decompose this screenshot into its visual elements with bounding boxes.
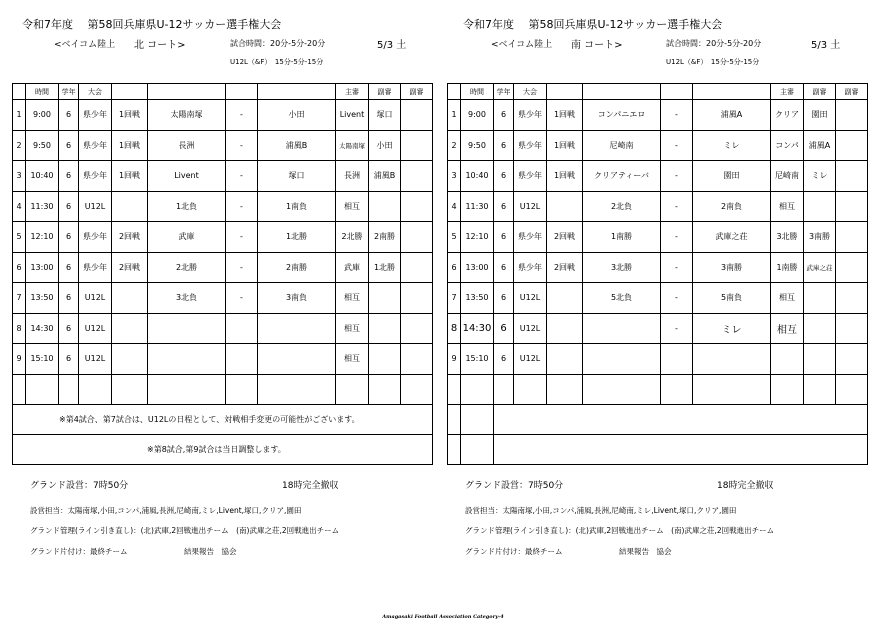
match-time-cell: 9:00 — [461, 100, 494, 131]
round-cell: 1回戦 — [112, 100, 148, 131]
match-no: 6 — [13, 252, 26, 283]
referee-cell: コンパ — [771, 130, 804, 161]
grade-cell: 6 — [59, 191, 79, 222]
away-team: 3南勝 — [693, 252, 771, 283]
match-time-cell: 11:30 — [26, 191, 59, 222]
vs-cell: - — [661, 130, 693, 161]
referee-cell: 尼崎南 — [771, 161, 804, 192]
away-team: 園田 — [693, 161, 771, 192]
match-no: 3 — [448, 161, 461, 192]
header-cell: 学年 — [59, 84, 79, 100]
away-team: 小田 — [258, 100, 336, 131]
away-team: 武庫之荘 — [693, 222, 771, 253]
header-cell — [661, 84, 693, 100]
table-row — [13, 191, 433, 222]
round-cell: 2回戦 — [547, 252, 583, 283]
home-team: 5北負 — [583, 283, 661, 314]
header-cell: 副審 — [804, 84, 836, 100]
round-cell: 1回戦 — [112, 130, 148, 161]
assistant1-cell: 武庫之荘 — [804, 252, 836, 283]
grade-cell: 6 — [59, 252, 79, 283]
assistant2-cell — [401, 313, 433, 344]
match-time: 試合時間：20分-5分-20分 — [666, 39, 762, 48]
referee-cell: 相互 — [771, 283, 804, 314]
assistant2-cell — [836, 344, 868, 375]
assistant1-cell: 浦風A — [804, 130, 836, 161]
home-team: 太陽南塚 — [148, 100, 226, 131]
tournament-cell: U12L — [514, 344, 547, 375]
tournament-cell: U12L — [79, 313, 112, 344]
grade-cell: 6 — [494, 252, 514, 283]
tournament-cell: U12L — [79, 191, 112, 222]
table-row — [448, 283, 868, 314]
header-cell: 時間 — [26, 84, 59, 100]
home-team — [148, 344, 226, 375]
match-time-cell: 13:00 — [461, 252, 494, 283]
referee-cell: 武庫 — [336, 252, 369, 283]
assistant1-cell — [804, 191, 836, 222]
table-row — [13, 100, 433, 131]
match-time-cell: 13:50 — [26, 283, 59, 314]
tournament-cell: 県少年 — [79, 100, 112, 131]
match-time-cell: 13:00 — [26, 252, 59, 283]
match-no: 6 — [448, 252, 461, 283]
grade-cell: 6 — [59, 100, 79, 131]
header-cell: 時間 — [461, 84, 494, 100]
note-row — [448, 405, 868, 435]
footer-credit: Amagasaki Football Association Category-4 — [382, 614, 504, 620]
referee-cell: 長洲 — [336, 161, 369, 192]
assistant1-cell: ミレ — [804, 161, 836, 192]
referee-cell — [771, 344, 804, 375]
assistant2-cell — [836, 130, 868, 161]
round-cell: 1回戦 — [547, 161, 583, 192]
home-team: コンパニエロ — [583, 100, 661, 131]
assistant1-cell — [369, 191, 401, 222]
match-time-cell: 9:50 — [26, 130, 59, 161]
assistant2-cell — [836, 191, 868, 222]
away-team: 浦風A — [693, 100, 771, 131]
grade-cell: 6 — [494, 191, 514, 222]
assistant2-cell — [836, 283, 868, 314]
venue-label: <ベイコム陸上 — [491, 40, 553, 50]
away-team: 塚口 — [258, 161, 336, 192]
table-row — [448, 222, 868, 253]
round-cell: 1回戦 — [112, 161, 148, 192]
home-team: 1北負 — [148, 191, 226, 222]
home-team — [148, 313, 226, 344]
match-no: 2 — [448, 130, 461, 161]
referee-cell: 相互 — [336, 344, 369, 375]
round-cell: 1回戦 — [547, 100, 583, 131]
schedule-panel-south — [447, 0, 867, 560]
round-cell — [112, 344, 148, 375]
assistant2-cell — [401, 344, 433, 375]
away-team: 2南負 — [693, 191, 771, 222]
match-no: 1 — [448, 100, 461, 131]
schedule-note-2: ※第8試合,第9試合は当日調整します。 — [13, 435, 433, 465]
match-no: 4 — [448, 191, 461, 222]
assistant2-cell — [401, 100, 433, 131]
assistant2-cell — [401, 283, 433, 314]
vs-cell: - — [661, 161, 693, 192]
away-team: ミレ — [693, 313, 771, 344]
away-team: 浦風B — [258, 130, 336, 161]
assistant2-cell — [836, 252, 868, 283]
match-no: 5 — [13, 222, 26, 253]
vs-cell: - — [661, 222, 693, 253]
away-team: 2南勝 — [258, 252, 336, 283]
setup-staff: 設営担当：太陽南塚,小田,コンパ,浦風,長洲,尼崎南,ミレ,Livent,塚口,クリア,園田 — [465, 506, 737, 515]
round-cell: 2回戦 — [112, 222, 148, 253]
header-cell — [226, 84, 258, 100]
match-time-cell: 10:40 — [26, 161, 59, 192]
assistant1-cell: 園田 — [804, 100, 836, 131]
table-row — [448, 130, 868, 161]
table-row — [13, 161, 433, 192]
round-cell — [112, 191, 148, 222]
header-cell — [148, 84, 226, 100]
tournament-cell: U12L — [79, 283, 112, 314]
schedule-note-1 — [494, 405, 868, 435]
match-time-cell: 12:10 — [461, 222, 494, 253]
home-team: 長洲 — [148, 130, 226, 161]
table-row — [13, 130, 433, 161]
header-cell: 副審 — [836, 84, 868, 100]
round-cell: 1回戦 — [547, 130, 583, 161]
home-team: クリアティーバ — [583, 161, 661, 192]
assistant1-cell: 3南勝 — [804, 222, 836, 253]
header-cell — [112, 84, 148, 100]
match-time-cell: 15:10 — [461, 344, 494, 375]
assistant2-cell — [836, 161, 868, 192]
match-time-cell: 13:50 — [461, 283, 494, 314]
grade-cell: 6 — [494, 130, 514, 161]
table-row — [13, 283, 433, 314]
vs-cell: - — [661, 283, 693, 314]
header-cell: 大会 — [514, 84, 547, 100]
assistant2-cell — [401, 161, 433, 192]
assistant2-cell — [836, 313, 868, 344]
grade-cell: 6 — [494, 313, 514, 344]
note-row — [13, 435, 433, 465]
result-report: 結果報告 協会 — [619, 547, 672, 556]
result-report: 結果報告 協会 — [184, 547, 237, 556]
match-time-cell: 9:50 — [461, 130, 494, 161]
match-no: 7 — [448, 283, 461, 314]
away-team: 3南負 — [258, 283, 336, 314]
note-spacer — [448, 405, 461, 435]
schedule-note-2 — [494, 435, 868, 465]
round-cell — [112, 283, 148, 314]
match-time-cell: 15:10 — [26, 344, 59, 375]
away-team: 5南負 — [693, 283, 771, 314]
tournament-cell: 県少年 — [514, 222, 547, 253]
note-row — [448, 435, 868, 465]
home-team: Livent — [148, 161, 226, 192]
setup-staff: 設営担当：太陽南塚,小田,コンパ,浦風,長洲,尼崎南,ミレ,Livent,塚口,クリア,園田 — [30, 506, 302, 515]
round-cell — [547, 283, 583, 314]
match-date: 5/3 土 — [377, 40, 407, 51]
grade-cell: 6 — [494, 344, 514, 375]
match-time-cell: 9:00 — [26, 100, 59, 131]
match-no: 8 — [13, 313, 26, 344]
match-no: 7 — [13, 283, 26, 314]
assistant1-cell — [369, 344, 401, 375]
grade-cell: 6 — [59, 344, 79, 375]
match-no: 4 — [13, 191, 26, 222]
match-time-cell: 10:40 — [461, 161, 494, 192]
assistant1-cell: 小田 — [369, 130, 401, 161]
ground-setup: グランド設営：7時50分 — [30, 481, 129, 491]
referee-cell: 3北勝 — [771, 222, 804, 253]
schedule-table — [447, 83, 868, 465]
note-row — [13, 405, 433, 435]
table-row — [13, 252, 433, 283]
vs-cell: - — [661, 191, 693, 222]
header-cell: 大会 — [79, 84, 112, 100]
round-cell — [547, 344, 583, 375]
header-cell: 学年 — [494, 84, 514, 100]
away-team: ミレ — [693, 130, 771, 161]
round-cell: 2回戦 — [112, 252, 148, 283]
header-cell — [547, 84, 583, 100]
vs-cell: - — [226, 252, 258, 283]
grade-cell: 6 — [494, 100, 514, 131]
home-team: 2北勝 — [148, 252, 226, 283]
assistant2-cell — [836, 222, 868, 253]
round-cell — [547, 191, 583, 222]
referee-cell: クリア — [771, 100, 804, 131]
tournament-cell: 県少年 — [79, 161, 112, 192]
vs-cell — [661, 344, 693, 375]
vs-cell: - — [226, 191, 258, 222]
table-row — [448, 100, 868, 131]
grade-cell: 6 — [59, 283, 79, 314]
header-cell: 主審 — [771, 84, 804, 100]
match-time-cell: 14:30 — [461, 313, 494, 344]
assistant1-cell — [369, 283, 401, 314]
document-title: 令和7年度 第58回兵庫県U-12サッカー選手権大会 — [22, 18, 282, 31]
tournament-cell: U12L — [514, 191, 547, 222]
away-team — [693, 344, 771, 375]
referee-cell: 相互 — [336, 313, 369, 344]
vs-cell: - — [661, 313, 693, 344]
assistant1-cell — [369, 313, 401, 344]
table-row — [448, 252, 868, 283]
vs-cell: - — [226, 100, 258, 131]
schedule-panel-north — [12, 0, 432, 560]
u12-time: U12L（&F） 15分-5分-15分 — [666, 58, 760, 66]
venue-label: <ベイコム陸上 — [54, 40, 116, 50]
home-team: 2北負 — [583, 191, 661, 222]
grade-cell: 6 — [494, 222, 514, 253]
tournament-cell: 県少年 — [514, 130, 547, 161]
match-no: 8 — [448, 313, 461, 344]
away-team — [258, 344, 336, 375]
ground-management: グランド管理(ライン引き直し)：(北)武庫,2回戦進出チーム (南)武庫之荘,2回戦進出チーム — [30, 526, 340, 535]
home-team — [583, 344, 661, 375]
match-no: 9 — [448, 344, 461, 375]
vs-cell — [226, 313, 258, 344]
table-row-empty — [448, 374, 868, 405]
tournament-cell: U12L — [79, 344, 112, 375]
header-cell — [583, 84, 661, 100]
referee-cell: 相互 — [771, 313, 804, 344]
match-no: 2 — [13, 130, 26, 161]
ground-cleanup: グランド片付け：最終チーム — [465, 547, 563, 556]
header-cell: 副審 — [401, 84, 433, 100]
match-no: 3 — [13, 161, 26, 192]
u12-time: U12L（&F） 15分-5分-15分 — [230, 58, 324, 66]
vs-cell: - — [226, 283, 258, 314]
table-header-row — [448, 84, 868, 100]
tournament-cell: 県少年 — [79, 130, 112, 161]
away-team: 1北勝 — [258, 222, 336, 253]
table-row-empty — [13, 374, 433, 405]
assistant1-cell: 塚口 — [369, 100, 401, 131]
note-spacer — [448, 435, 461, 465]
tournament-cell: 県少年 — [514, 161, 547, 192]
header-cell — [448, 84, 461, 100]
grade-cell: 6 — [59, 313, 79, 344]
table-row — [448, 313, 868, 344]
vs-cell: - — [226, 161, 258, 192]
grade-cell: 6 — [494, 161, 514, 192]
table-row — [13, 222, 433, 253]
vs-cell: - — [226, 222, 258, 253]
assistant1-cell — [804, 344, 836, 375]
schedule-note-1: ※第4試合、第7試合は、U12Lの日程として、対戦相手変更の可能性がございます。 — [13, 405, 433, 435]
table-row — [13, 313, 433, 344]
tournament-cell: 県少年 — [79, 222, 112, 253]
header-cell — [693, 84, 771, 100]
tournament-cell: 県少年 — [514, 100, 547, 131]
referee-cell: 相互 — [336, 283, 369, 314]
match-no: 1 — [13, 100, 26, 131]
match-time-cell: 14:30 — [26, 313, 59, 344]
home-team: 3北負 — [148, 283, 226, 314]
grade-cell: 6 — [59, 222, 79, 253]
referee-cell: 相互 — [771, 191, 804, 222]
table-row — [448, 344, 868, 375]
match-no: 5 — [448, 222, 461, 253]
grade-cell: 6 — [59, 161, 79, 192]
home-team: 1南勝 — [583, 222, 661, 253]
match-no: 9 — [13, 344, 26, 375]
assistant2-cell — [401, 191, 433, 222]
court-label: 南 コート> — [571, 40, 623, 51]
referee-cell: 太陽南塚 — [336, 130, 369, 161]
tournament-cell: 県少年 — [79, 252, 112, 283]
note-spacer — [461, 435, 494, 465]
assistant2-cell — [401, 130, 433, 161]
assistant2-cell — [401, 252, 433, 283]
grade-cell: 6 — [494, 283, 514, 314]
tournament-cell: U12L — [514, 313, 547, 344]
home-team — [583, 313, 661, 344]
match-time: 試合時間：20分-5分-20分 — [230, 39, 326, 48]
referee-cell: 2北勝 — [336, 222, 369, 253]
away-team — [258, 313, 336, 344]
assistant1-cell — [804, 313, 836, 344]
referee-cell: 1南勝 — [771, 252, 804, 283]
round-cell — [547, 313, 583, 344]
match-date: 5/3 土 — [811, 40, 841, 51]
ground-setup: グランド設営：7時50分 — [465, 481, 564, 491]
assistant2-cell — [836, 100, 868, 131]
round-cell — [112, 313, 148, 344]
tournament-cell: U12L — [514, 283, 547, 314]
assistant1-cell: 2南勝 — [369, 222, 401, 253]
document-title: 令和7年度 第58回兵庫県U-12サッカー選手権大会 — [463, 18, 723, 31]
referee-cell: Livent — [336, 100, 369, 131]
court-label: 北 コート> — [134, 40, 186, 51]
header-cell — [258, 84, 336, 100]
home-team: 3北勝 — [583, 252, 661, 283]
table-header-row — [13, 84, 433, 100]
match-time-cell: 12:10 — [26, 222, 59, 253]
table-row — [448, 161, 868, 192]
table-row — [448, 191, 868, 222]
header-cell — [13, 84, 26, 100]
schedule-table — [12, 83, 433, 465]
match-time-cell: 11:30 — [461, 191, 494, 222]
assistant1-cell: 浦風B — [369, 161, 401, 192]
ground-cleanup: グランド片付け：最終チーム — [30, 547, 128, 556]
header-cell: 副審 — [369, 84, 401, 100]
note-spacer — [461, 405, 494, 435]
away-team: 1南負 — [258, 191, 336, 222]
round-cell: 2回戦 — [547, 222, 583, 253]
home-team: 尼崎南 — [583, 130, 661, 161]
tournament-cell: 県少年 — [514, 252, 547, 283]
withdrawal-time: 18時完全撤収 — [717, 481, 774, 491]
assistant1-cell: 1北勝 — [369, 252, 401, 283]
table-row — [13, 344, 433, 375]
assistant2-cell — [401, 222, 433, 253]
header-cell: 主審 — [336, 84, 369, 100]
assistant1-cell — [804, 283, 836, 314]
grade-cell: 6 — [59, 130, 79, 161]
vs-cell — [226, 344, 258, 375]
referee-cell: 相互 — [336, 191, 369, 222]
withdrawal-time: 18時完全撤収 — [282, 481, 339, 491]
vs-cell: - — [226, 130, 258, 161]
vs-cell: - — [661, 252, 693, 283]
home-team: 武庫 — [148, 222, 226, 253]
ground-management: グランド管理(ライン引き直し)：(北)武庫,2回戦進出チーム (南)武庫之荘,2回戦進出チーム — [465, 526, 775, 535]
vs-cell: - — [661, 100, 693, 131]
